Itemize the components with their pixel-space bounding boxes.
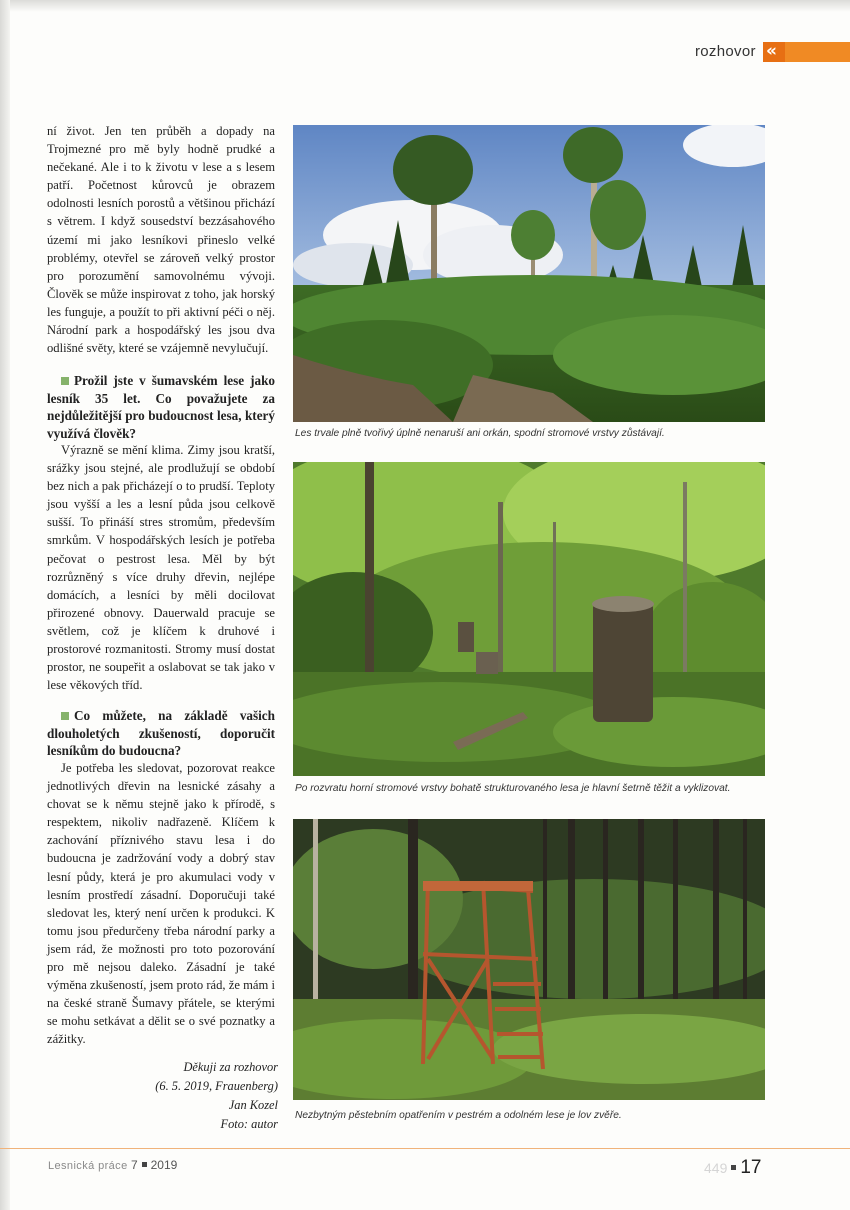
photo-hunting-stand: [293, 819, 765, 1100]
page-top-edge: [0, 0, 850, 12]
answer-2-text: Je potřeba les sledovat, pozorovat reakce jednotlivých dřevin na lesnické zásahy a chovat se k němu stejně jako k přírodě, s respektem, nikoliv nadřazeně. Klíčem k zachování příznivého stavu lesa i do budoucna je zadržování vody a dobrý stav lesní půdy, která je pro akumulaci vody v lesním prostředí zásadní. Doporučuji také sledovat les, který není určen k produkci. K tomu jsou předurčeny třeba národní parky a jsem rád, že možnosti pro toto pozorování pro mě nejsou daleko. Zásadní je také výměna zkušeností, jsem proto rád, že mám i na české straně Šumavy přátele, se kterými se mohu setkávat a dělit se o své poznatky a zážitky.: [47, 761, 275, 1047]
signature-block: [120, 1058, 278, 1134]
article-paragraph-1: [47, 122, 275, 357]
question-text: [47, 372, 275, 442]
photo-2-caption: Po rozvratu horní stromové vrstvy bohatě strukturovaného lesa je hlavní šetrně těžit a vyklizovat.: [295, 783, 731, 794]
photo-forest-clearing: [293, 125, 765, 422]
separator-dot: [142, 1162, 147, 1167]
page-binding-edge: [0, 0, 10, 1210]
photo-beech-forest: [293, 462, 765, 776]
separator-dot: [731, 1165, 736, 1170]
answer-2: [47, 759, 275, 1049]
double-chevron-left-icon: «: [766, 41, 774, 61]
footer-page-number: [704, 1157, 762, 1179]
signature-thanks: Děkuji za rozhovor: [183, 1060, 278, 1074]
bullet-square-icon: [61, 377, 69, 385]
volume-page-number: 449: [704, 1160, 728, 1176]
answer-1-text: Výrazně se mění klima. Zimy jsou kratší, srážky jsou stejné, ale prodlužují se období bez nich a pak přicházejí o to prudší. Teploty jsou vyšší a les a lesní půda jsou celkově sušší. To přináší stres stromům, především smrkům. V hospodářských lesích je potřeba pečovat o pestrost lesa. Měl by být rozrůzněný s více druhy dřevin, nejlépe domácích, a lesníci by měli docilovat přirozené obnovy. Dauerwald pracuje se světlem, což je klíčem k druhové i prostorové rozmanitosti. Stromy musí dostat prostor, ne soupeřit a oslabovat se tak jako v lese věkových tříd.: [47, 443, 275, 693]
section-bar: [763, 42, 850, 62]
bullet-square-icon: [61, 712, 69, 720]
issue-year: 2019: [150, 1158, 178, 1172]
section-label: rozhovor: [695, 43, 756, 60]
paragraph-text: ní život. Jen ten průběh a dopady na Trojmezné pro mě byly hodně prudké a nečekané. Ale i to k životu v lese a s lesem patří. Početnost kůrovců je obrazem odolnosti lesních porostů a většinou přichází s větrem. I když sousedství bezzásahového území mi jako lesníkovi přineslo velké problémy, otevřel se zároveň velký prostor pro porozumění samovolnému vývoji. Člověk se může inspirovat z toho, jak horský les funguje, a použít to při aktivní péči o něj. Národní park a hospodářský les jsou dva odlišné světy, které se vzájemně nevylučují.: [47, 124, 275, 356]
photo-3-caption: Nezbytným pěstebním opatřením v pestrém a odolném lese je lov zvěře.: [295, 1110, 622, 1121]
answer-1: [47, 441, 275, 694]
question-2: [47, 707, 275, 760]
chevron-box: [763, 42, 785, 62]
question-2-text: Co můžete, na základě vašich dlouholetých zkušeností, doporučit lesníkům do budoucna?: [47, 708, 275, 758]
signature-photo-credit: Foto: autor: [220, 1117, 278, 1131]
question-1: [47, 372, 275, 442]
photo-1-caption: Les trvale plně tvořivý úplně nenaruší ani orkán, spodní stromové vrstvy zůstávají.: [295, 428, 665, 439]
footer-rule: [0, 1148, 850, 1149]
publication-name: Lesnická práce: [48, 1160, 128, 1172]
issue-number: 7: [130, 1158, 138, 1172]
question-text: [47, 707, 275, 760]
footer-publication: [48, 1158, 177, 1172]
signature-date: (6. 5. 2019, Frauenberg): [155, 1079, 278, 1093]
signature-author: Jan Kozel: [228, 1098, 278, 1112]
question-1-text: Prožil jste v šumavském lese jako lesník 35 let. Co považujete za nejdůležitější pro budoucnost lesa, který využívá člověk?: [47, 373, 275, 441]
page-number: 17: [740, 1157, 762, 1178]
